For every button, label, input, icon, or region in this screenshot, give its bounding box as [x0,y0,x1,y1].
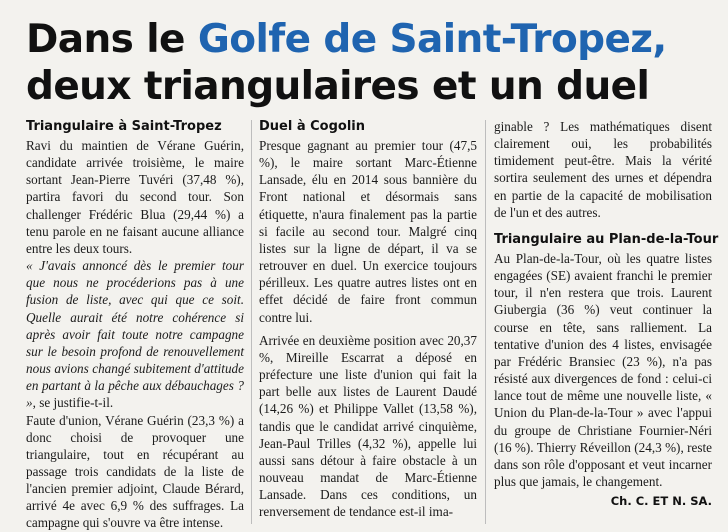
column-plan-de-la-tour [494,118,719,509]
paragraph: Arrivée en deuxième position avec 20,37 %, Mireille Escarrat a déposé en préfecture une liste d'union qui fait la part belle aux listes de Laurent Daudé (14,26 %) et Philippe Vallet (13,58 %), tandis que le candidat arrivé cinquième, Jean-Paul Trilles (4,32 %), appelle lui aussi sans détour à faire obstacle à un nouveau mandat de Marc-Étienne Lansade. Dans ces conditions, un renversement de tendance est-il ima- [259,332,477,520]
author-signature: Ch. C. ET N. SA. [610,494,712,509]
column-saint-tropez [26,118,244,532]
quote-text: « J'avais annoncé dès le premier tour que nous ne procéderions pas à une fusion de liste, avec qui que ce soit. Quelle aurait été notre cohérence si après avoir fait toute notre campagne sur le besoin profond de renouvellement nous avions changé subitement d'attitude en partant à la pêche aux débauchages ? » [26,258,244,411]
section-heading: Triangulaire à Saint-Tropez [26,119,222,134]
headline-line-2: deux triangulaires et un duel [26,64,650,109]
paragraph: Presque gagnant au premier tour (47,5 %), le maire sortant Marc-Étienne Lansade, élu en 2014 sous bannière du Front national et désormais sans étiquette, n'aura finalement pas la partie si facile au second tour. Malgré cinq listes sur la ligne de départ, il va se retrouver en duel. Un exercice toujours périlleux. Les quatre autres listes ont en effet décidé de faire front commun contre lui. [259,138,477,325]
column-cogolin [259,118,477,520]
paragraph: Au Plan-de-la-Tour, où les quatre listes engagées (SE) avaient franchi le premier tour, il n'en restera que trois. Laurent Giubergia (36 %) veut continuer la course en tête, sans ralliement. La tentative d'union des 4 listes, envisagée par Frédéric Bransiec (23 %), n'a pas résisté aux divergences de fond : celui-ci lance tout de même une nouvelle liste, « Union du Plan-de-la-Tour » avec l'appui du groupe de Christiane Fournier-Néri (16 %). Thierry Réveillon (24,3 %), reste dans son rôle d'opposant et veut incarner plus que jamais, le changement. [494,250,712,489]
section-heading: Triangulaire au Plan-de-la-Tour [494,231,719,247]
quote-attribution: , se justifie-t-il. [32,395,114,411]
article-headline [26,16,716,110]
column-divider [485,120,486,524]
paragraph: ginable ? Les mathématiques disent clairement oui, les probabilités timidement peut-être. Mais la vérité sortira seulement des urnes et dépendra en partie de la capacité de mobilisation de l'un et des autres. [494,119,712,220]
paragraph: Ravi du maintien de Vérane Guérin, candidate arrivée troisième, le maire sortant Jean-Pierre Tuvéri (37,48 %), partira favori du second tour. Son challenger Frédéric Blua (29,44 %) a tenu parole en ne faisant aucune alliance entre les deux tours. [26,138,244,256]
headline-location: Golfe de Saint-Tropez, [197,17,667,62]
paragraph: Faute d'union, Vérane Guérin (23,3 %) a donc choisi de provoquer une triangulaire, tout en récupérant au passage trois candidats de la liste de l'ancien premier adjoint, Claude Bérard, arrivé 4e avec 6,9 % des suffrages. La campagne qui s'ouvre va être intense. [26,412,244,531]
column-divider [251,120,252,524]
headline-prefix: Dans le [26,17,198,62]
section-heading: Duel à Cogolin [259,119,366,134]
headline-line-1 [26,16,716,63]
quote-paragraph [26,257,244,411]
